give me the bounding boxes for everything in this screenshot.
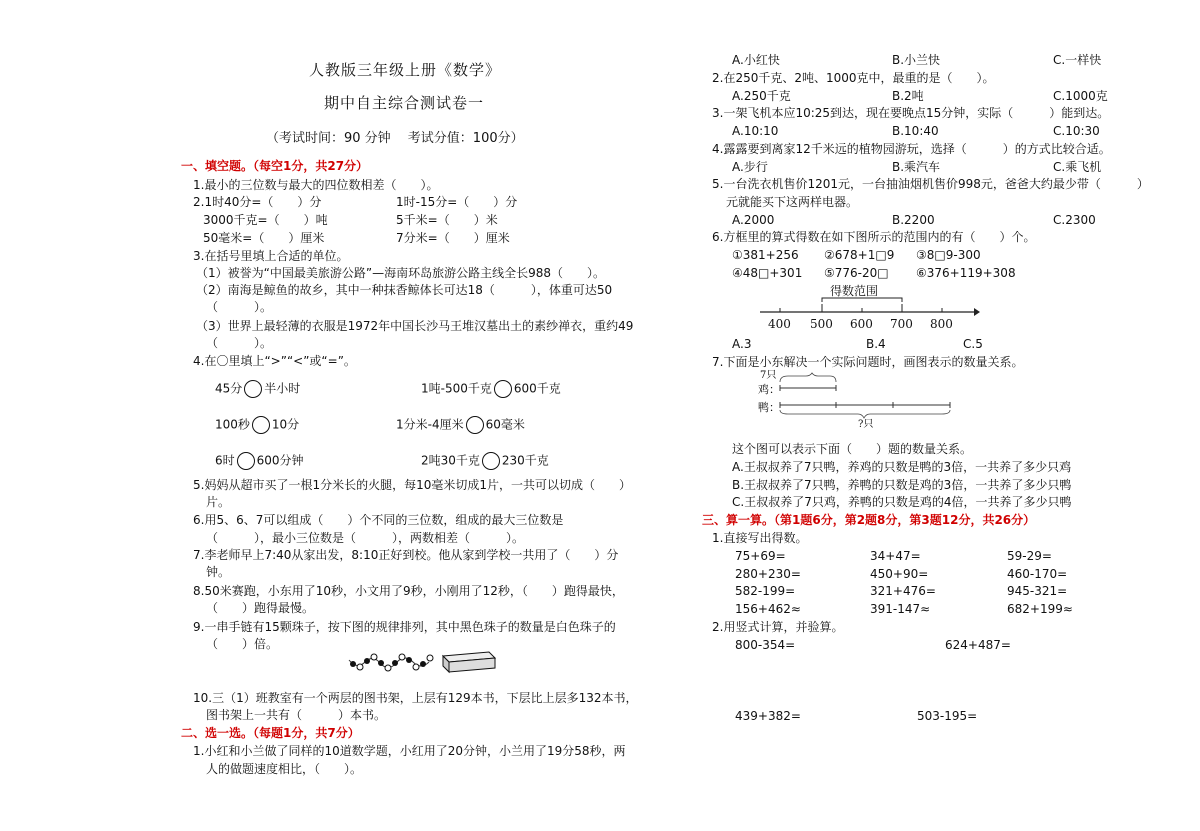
calc-1-1: 75+69=: [735, 549, 786, 563]
question-1-6a: 6.用5、6、7可以组成（ ）个不同的三位数，组成的最大三位数是: [193, 513, 564, 527]
expr-3: ③8□9-300: [916, 248, 981, 262]
question-3-1: 1.直接写出得数。: [712, 531, 808, 545]
calc-2-3: 460-170=: [1007, 567, 1068, 581]
calc-4-1: 156+462≈: [735, 602, 801, 616]
compare-circle: [237, 452, 255, 470]
question-1-2e: 50毫米=（ ）厘米: [203, 231, 325, 245]
question-1-3-1: （1）被誉为“中国最美旅游公路”—海南环岛旅游公路主线全长988（ ）。: [196, 266, 605, 280]
expr-6: ⑥376+119+308: [916, 266, 1016, 280]
question-1-10a: 10.三（1）班教室有一个两层的图书架，上层有129本书，下层比上层多132本书，: [193, 691, 638, 705]
compare-row-2b: 1分米-4厘米 60毫米: [396, 416, 525, 434]
page-title: 人教版三年级上册《数学》: [309, 61, 502, 79]
exam-info: （考试时间：90 分钟 考试分值：100分）: [266, 131, 524, 146]
question-1-2c: 3000千克=（ ）吨: [203, 213, 328, 227]
option-2-6-b: B.4: [866, 337, 886, 351]
question-2-1b: 人的做题速度相比，（ ）。: [206, 762, 363, 776]
question-1-9a: 9.一串手链有15颗珠子，按下图的规律排列，其中黑色珠子的数量是白色珠子的: [193, 620, 616, 634]
question-1-6b: （ ），最小三位数是（ ），两数相差（ ）。: [206, 531, 525, 545]
question-2-1a: 1.小红和小兰做了同样的10道数学题，小红用了20分钟，小兰用了19分58秒，两: [193, 744, 626, 758]
option-2-4-a: A.步行: [732, 160, 768, 174]
option-2-7-a: A.王叔叔养了7只鸭，养鸡的只数是鸭的3倍，一共养了多少只鸡: [732, 460, 1072, 474]
tick-600: 600: [850, 317, 873, 331]
calc-4-2: 391-147≈: [870, 602, 931, 616]
option-2-6-c: C.5: [963, 337, 983, 351]
question-1-3-3a: （3）世界上最轻薄的衣服是1972年中国长沙马王堆汉墓出土的素纱禅衣，重约49: [196, 319, 634, 333]
bracelet-illustration: [343, 642, 503, 678]
question-2-2: 2.在250千克、2吨、1000克中，最重的是（ ）。: [712, 71, 995, 85]
option-2-5-a: A.2000: [732, 213, 775, 227]
question-1-3-3b: （ ）。: [206, 336, 273, 350]
range-label: 得数范围: [830, 284, 879, 298]
calc-1-2: 34+47=: [870, 549, 921, 563]
question-1-2b: 1时-15分=（ ）分: [396, 195, 518, 209]
vertical-calc-4: 503-195=: [917, 709, 978, 723]
number-line: [760, 296, 980, 318]
option-2-1-b: B.小兰快: [892, 53, 941, 67]
question-2-4: 4.露露要到离家12千米远的植物园游玩，选择（ ）的方式比较合适。: [712, 142, 1111, 156]
diagram-top-label: 7只: [760, 370, 777, 381]
option-2-7-c: C.王叔叔养了7只鸡，养鸭的只数是鸡的4倍，一共养了多少只鸭: [732, 495, 1072, 509]
question-1-3-2a: （2）南海是鲸鱼的故乡，其中一种抹香鲸体长可达18（ ），体重可达50: [196, 283, 613, 297]
calc-1-3: 59-29=: [1007, 549, 1052, 563]
calc-2-2: 450+90=: [870, 567, 929, 581]
tick-500: 500: [810, 317, 833, 331]
question-1-3: 3.在括号里填上合适的单位。: [193, 249, 349, 263]
option-2-1-a: A.小红快: [732, 53, 780, 67]
question-2-6: 6.方框里的算式得数在如下图所示的范围内的有（ ）个。: [712, 230, 1036, 244]
tick-800: 800: [930, 317, 953, 331]
compare-row-3b: 2吨30千克 230千克: [421, 452, 549, 470]
question-1-7b: 钟。: [206, 565, 231, 579]
section-heading-fill-blank: 一、填空题。（每空1分，共27分）: [181, 159, 369, 173]
diagram-bottom-label: ?只: [858, 419, 874, 430]
section-heading-choose: 二、选一选。（每题1分，共7分）: [181, 726, 360, 740]
calc-4-3: 682+199≈: [1007, 602, 1073, 616]
question-1-2a: 2.1时40分=（ ）分: [193, 195, 322, 209]
option-2-2-a: A.250千克: [732, 89, 791, 103]
compare-row-2a: 100秒 10分: [215, 416, 299, 434]
question-1-2f: 7分米=（ ）厘米: [396, 231, 510, 245]
compare-row-3a: 6时 600分钟: [215, 452, 304, 470]
question-1-2d: 5千米=（ ）米: [396, 213, 498, 227]
question-2-5b: 元就能买下这两样电器。: [726, 195, 859, 209]
calc-3-1: 582-199=: [735, 584, 796, 598]
tick-700: 700: [890, 317, 913, 331]
question-1-9b: （ ）倍。: [206, 637, 279, 651]
section-heading-calculate: 三、算一算。（第1题6分，第2题8分，第3题12分，共26分）: [702, 513, 1036, 527]
question-1-5a: 5.妈妈从超市买了一根1分米长的火腿，每10毫米切成1片，一共可以切成（ ）: [193, 478, 631, 492]
compare-row-1b: 1吨-500千克 600千克: [421, 380, 561, 398]
question-3-2: 2.用竖式计算，并验算。: [712, 620, 844, 634]
question-2-5a: 5.一台洗衣机售价1201元，一台抽油烟机售价998元，爸爸大约最少带（ ）: [712, 177, 1149, 191]
expr-2: ②678+1□9: [824, 248, 895, 262]
expr-1: ①381+256: [732, 248, 799, 262]
question-1-8a: 8.50米赛跑，小东用了10秒，小文用了9秒，小刚用了12秒，（ ）跑得最快，: [193, 584, 624, 598]
option-2-3-b: B.10:40: [892, 124, 939, 138]
compare-circle: [466, 416, 484, 434]
page-subtitle: 期中自主综合测试卷一: [324, 94, 485, 112]
compare-circle: [482, 452, 500, 470]
question-1-3-2b: （ ）。: [206, 300, 273, 314]
option-2-4-c: C.乘飞机: [1053, 160, 1102, 174]
diagram-chicken-label: 鸡：: [758, 383, 780, 396]
question-1-1: 1.最小的三位数与最大的四位数相差（ ）。: [193, 178, 439, 192]
option-2-6-a: A.3: [732, 337, 752, 351]
question-2-3: 3.一架飞机本应10:25到达，现在要晚点15分钟，实际（ ）能到达。: [712, 106, 1110, 120]
question-2-7-text: 这个图可以表示下面（ ）题的数量关系。: [732, 442, 973, 456]
option-2-7-b: B.王叔叔养了7只鸭，养鸭的只数是鸡的3倍，一共养了多少只鸭: [732, 478, 1072, 492]
compare-row-1a: 45分 半小时: [215, 380, 300, 398]
question-1-4: 4.在〇里填上“>”“<”或“=”。: [193, 354, 356, 368]
vertical-calc-2: 624+487=: [945, 638, 1011, 652]
compare-circle: [494, 380, 512, 398]
option-2-2-b: B.2吨: [892, 89, 924, 103]
option-2-3-a: A.10:10: [732, 124, 779, 138]
option-2-4-b: B.乘汽车: [892, 160, 941, 174]
diagram-duck-label: 鸭：: [758, 401, 780, 414]
calc-3-3: 945-321=: [1007, 584, 1068, 598]
option-2-5-b: B.2200: [892, 213, 935, 227]
question-1-7a: 7.李老师早上7:40从家出发，8:10正好到校。他从家到学校一共用了（ ）分: [193, 548, 619, 562]
vertical-calc-1: 800-354=: [735, 638, 796, 652]
option-2-2-c: C.1000克: [1053, 89, 1108, 103]
option-2-3-c: C.10:30: [1053, 124, 1100, 138]
option-2-5-c: C.2300: [1053, 213, 1096, 227]
question-1-8b: （ ）跑得最慢。: [206, 601, 315, 615]
tick-400: 400: [768, 317, 791, 331]
question-2-7: 7.下面是小东解决一个实际问题时，画图表示的数量关系。: [712, 355, 1024, 369]
question-1-10b: 图书架上一共有（ ）本书。: [206, 708, 387, 722]
segment-diagram: [778, 372, 958, 422]
vertical-calc-3: 439+382=: [735, 709, 801, 723]
compare-circle: [252, 416, 270, 434]
option-2-1-c: C.一样快: [1053, 53, 1102, 67]
calc-3-2: 321+476=: [870, 584, 936, 598]
expr-5: ⑤776-20□: [824, 266, 889, 280]
right-column: [680, 0, 1200, 831]
question-1-5b: 片。: [206, 495, 231, 509]
expr-4: ④48□+301: [732, 266, 803, 280]
compare-circle: [244, 380, 262, 398]
calc-2-1: 280+230=: [735, 567, 801, 581]
